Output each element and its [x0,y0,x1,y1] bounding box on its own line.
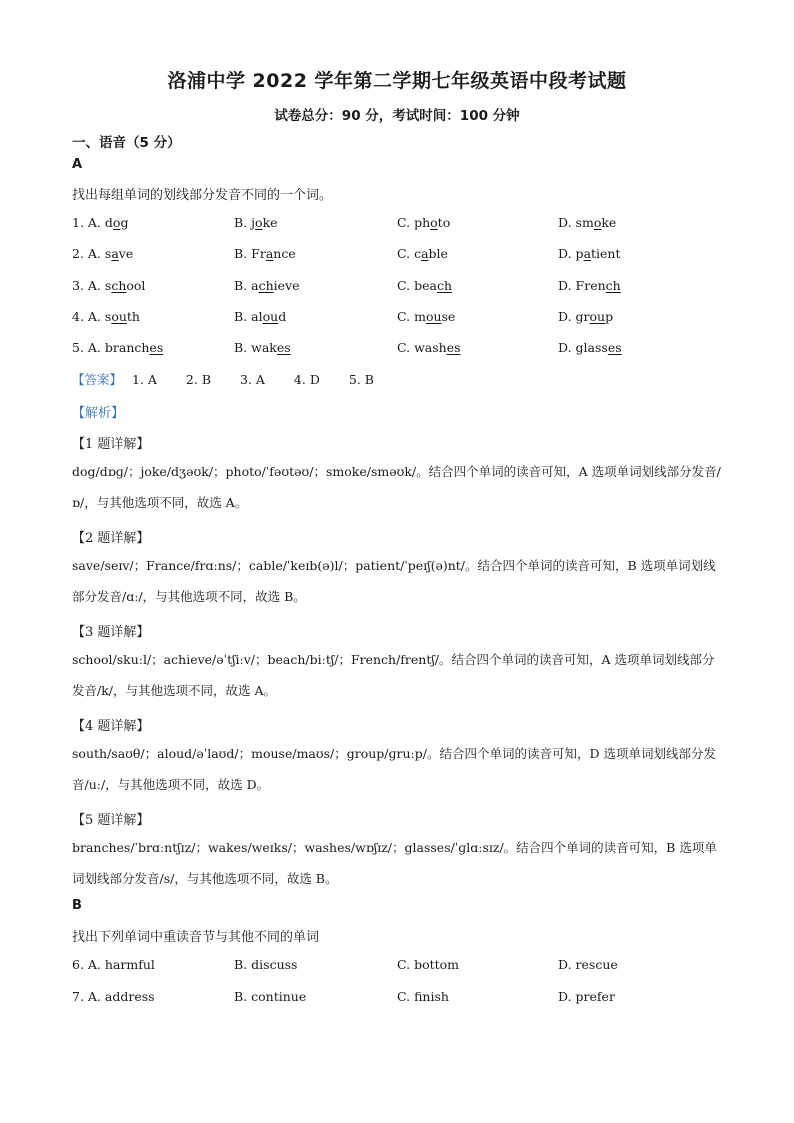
option-c: C. beach [397,278,452,293]
option-c: C. mouse [397,309,456,324]
detail-text-3: school/skuːl/；achieve/əˈtʃiːv/；beach/biːtʃ/；French/frentʃ/。结合四个单词的读音可知，A 选项单词划线部分发音/k/，与其他选项不同，故选 A。 [72,652,715,698]
part-b-instruction: 找出下列单词中重读音节与其他不同的单词 [72,930,320,945]
exam-title: 洛浦中学 2022 学年第二学期七年级英语中段考试题 [167,70,627,92]
detail-text-1: dog/dɒɡ/；joke/dʒəʊk/；photo/ˈfəʊtəʊ/；smoke/sməʊk/。结合四个单词的读音可知，A 选项单词划线部分发音/ɒ/，与其他选项不同，故选 A。 [72,464,721,510]
question-row-1 [0,215,794,235]
question-row-4 [0,309,794,329]
question-row-5 [0,340,794,360]
option-b: B. achieve [234,278,300,293]
option-b: B. continue [234,989,307,1004]
part-a-label: A [72,157,83,172]
analysis-tag: 【解析】 [72,406,125,421]
option-a: 4. A. south [72,309,140,324]
detail-heading-3: 【3 题详解】 [72,625,150,640]
option-a: 6. A. harmful [72,957,155,972]
option-d: D. French [558,278,621,293]
detail-heading-1: 【1 题详解】 [72,437,150,452]
detail-text-4: south/saʊθ/；aloud/əˈlaʊd/；mouse/maʊs/；group/ɡruːp/。结合四个单词的读音可知，D 选项单词划线部分发音/uː/，与其他选项不同，故选 D。 [72,746,716,792]
answer-item: 1. A [132,372,157,387]
question-row-2 [0,246,794,266]
option-c: C. finish [397,989,449,1004]
option-b: B. aloud [234,309,287,324]
answer-item: 5. B [348,372,374,387]
answer-item: 2. B [185,372,212,387]
option-d: D. prefer [558,989,615,1004]
detail-heading-5: 【5 题详解】 [72,813,150,828]
answer-tag: 【答案】 [72,372,123,387]
answer-row [72,370,399,388]
option-a: 1. A. dog [72,215,129,230]
question-row-3 [0,278,794,298]
option-a: 2. A. save [72,246,134,261]
option-c: C. photo [397,215,451,230]
option-d: D. rescue [558,957,618,972]
option-a: 7. A. address [72,989,155,1004]
exam-subtitle: 试卷总分：90 分，考试时间：100 分钟 [274,108,520,124]
detail-text-2: save/seɪv/；France/frɑːns/；cable/ˈkeɪb(ə)l/；patient/ˈpeɪʃ(ə)nt/。结合四个单词的读音可知，B 选项单词划线部分发音/ɑː/，与其他选项不同，故选 B。 [72,558,716,604]
option-a: 5. A. branches [72,340,164,355]
option-b: B. wakes [234,340,291,355]
option-d: D. group [558,309,614,324]
option-d: D. glasses [558,340,622,355]
option-b: B. discuss [234,957,298,972]
answer-item: 4. D [293,372,320,387]
question-row-7 [0,989,794,1009]
option-c: C. cable [397,246,448,261]
answer-item: 3. A [240,372,265,387]
section-heading: 一、语音（5 分） [72,135,181,151]
option-c: C. washes [397,340,461,355]
option-d: D. patient [558,246,621,261]
option-b: B. France [234,246,296,261]
option-d: D. smoke [558,215,617,230]
question-row-6 [0,957,794,977]
option-b: B. joke [234,215,278,230]
part-b-label: B [72,898,82,913]
detail-text-5: branches/ˈbrɑːntʃɪz/；wakes/weɪks/；washes/wɒʃɪz/；glasses/ˈɡlɑːsɪz/。结合四个单词的读音可知，B 选项单词划线部分发音/s/，与其他选项不同，故选 B。 [72,840,717,886]
option-c: C. bottom [397,957,460,972]
detail-heading-2: 【2 题详解】 [72,531,150,546]
detail-heading-4: 【4 题详解】 [72,719,150,734]
option-a: 3. A. school [72,278,146,293]
part-a-instruction: 找出每组单词的划线部分发音不同的一个词。 [72,188,333,203]
